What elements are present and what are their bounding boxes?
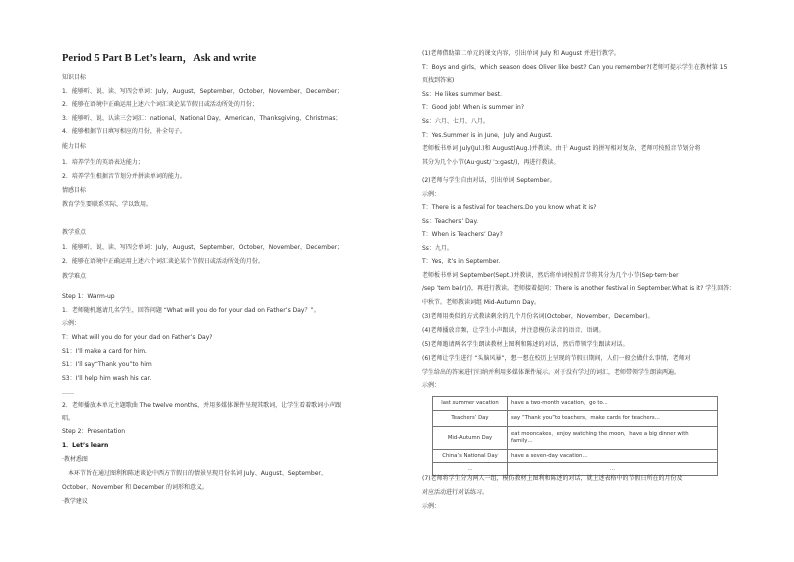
text-line: 老师板书单词 July(Jul.)和 August(Aug.)并教读。由于 August 的拼写相对复杂，老师可按照音节划分将 [422, 145, 701, 152]
table-row [433, 450, 718, 463]
text-line: T：What will you do for your dad on Father’s Day? [62, 334, 213, 341]
text-line: 1．老师随机邀请几名学生，回答问题 “What will you do for your dad on Father’s Day？”。 [62, 307, 320, 314]
table-cell: have a seven-day vacation… [508, 450, 718, 463]
text-line: 教育学生要联系实际，学以致用。 [62, 201, 153, 208]
text-line: ·教材悉图 [62, 456, 88, 463]
text-line: 对应活动进行对话练习。 [422, 489, 489, 496]
text-line: S3：I’ll help him wash his car. [62, 375, 152, 382]
text-line: Ss：六月、七月、八月。 [422, 118, 489, 125]
text-line: Ss：Teachers’ Day. [422, 218, 479, 225]
text-line: T：Boys and girls，which season does Oliver like best? Can you remember?(老师可提示学生在教材第 15 [422, 64, 728, 71]
table-cell: China’s National Day [433, 450, 508, 463]
heading-knowledge-goals: 知识目标 [62, 74, 87, 81]
text-line: …… [62, 389, 74, 396]
step-heading: Step 1：Warm-up [62, 293, 115, 300]
table-row [433, 397, 718, 411]
text-line: (5)老师邀请两名学生朗读教材上图利和陈述的对话，然后带领学生跟读对话。 [422, 341, 629, 348]
text-line: 1．能够听、说、读、写四会单词：July，August，September，October，November，December； [62, 88, 344, 95]
text-line: 本环节旨在通过图利和陈述谈论中西方节假日的情景呈现月份名词 July、August、September、 [68, 470, 327, 477]
text-line: S1：I’ll say“Thank you”to him [62, 361, 152, 368]
table-cell: have a two-month vacation，go to... [508, 397, 718, 411]
text-line: S1：I’ll make a card for him. [62, 348, 147, 355]
text-line: T：Yes.Summer is in June，July and August. [422, 132, 553, 139]
text-line: 示例： [422, 503, 441, 510]
text-line: 唱。 [62, 415, 75, 422]
text-line: 1．培养学生的英语表达能力； [62, 159, 144, 166]
step-heading: Step 2：Presentation [62, 428, 126, 435]
holiday-activities-table [432, 396, 718, 476]
text-line: (4)老师播放音频，让学生小声跟读，并注意模仿录音的语音、语调。 [422, 327, 605, 334]
text-line: T：When is Teachers’ Day? [422, 231, 503, 238]
table-cell: … [508, 463, 718, 476]
text-line: 3．能够听、说、认读三会词汇：national，National Day，American，Thanksgiving，Christmas； [62, 115, 342, 122]
text-line: Ss：He likes summer best. [422, 91, 502, 98]
text-line: /sep ˈtem bə(r)/)，再进行教读。老师接着提问：There is another festival in September.What is it? 学生回答： [422, 285, 736, 292]
text-line: 2．能够在语境中正确运用上述六个词汇谈论某节假日或活动所处的月份； [62, 101, 258, 108]
lesson-title: Period 5 Part B Let’s learn，Ask and write [62, 53, 257, 64]
text-line: 中秋节。老师教读词组 Mid-Autumn Day。 [422, 299, 541, 306]
text-line: 示例： [422, 382, 441, 389]
text-line: 2．培养学生根据音节划分并拼读单词的能力。 [62, 173, 186, 180]
text-line: (3)老师用类似的方式教读剩余的几个月份名词(October，November，December)。 [422, 313, 654, 320]
text-line: (7)老师将学生分为两人一组，模仿教材上图利和陈述的对话，就上述表格中的节假日所在的月份及 [422, 475, 683, 482]
table-cell: Teachers’ Day [433, 411, 508, 427]
heading-emotion-goals: 情感目标 [62, 187, 87, 194]
table-cell-line: family… [511, 438, 533, 444]
text-line: 示例： [422, 191, 441, 198]
table-cell-line: eat mooncakes，enjoy watching the moon，have a big dinner with [511, 431, 689, 437]
text-line: (6)老师让学生进行 “头脑风暴”，想一想在校历上呈现的节假日期间，人们一般会做什么事情，老师对 [422, 355, 691, 362]
text-line: 2．能够在语境中正确运用上述六个词汇谈论某个节假日或活动所处的月份。 [62, 258, 264, 265]
text-line: ·教学建议 [62, 498, 88, 505]
section-heading: 1．Let’s learn [62, 442, 109, 449]
text-line: 学生给出的答案进行归纳并利用多媒体课件展示。对于没有学过的词汇，老师带领学生朗读两遍。 [422, 369, 681, 376]
text-line: 其分为几个小节(Au·gust/ ˈɔːgəst/)，再进行教读。 [422, 159, 560, 166]
heading-ability-goals: 能力目标 [62, 143, 87, 150]
text-line: (1)老师借助第二单元的课文内容，引出单词 July 和 August 并进行教学。 [422, 50, 620, 57]
text-line: 1．能够听、说、读、写四会单词：July，August，September，October，November，December； [62, 244, 344, 251]
text-line: (2)老师与学生自由对话，引出单词 September。 [422, 177, 556, 184]
text-line: 4．能够根据节日填写相应的月份，补全句子。 [62, 128, 186, 135]
text-line: 示例： [62, 320, 81, 327]
heading-difficulties: 教学难点 [62, 273, 87, 280]
table-cell: say “Thank you”to teachers，make cards for teachers… [508, 411, 718, 427]
text-line: 2．老师播放本单元主题歌曲 The twelve months，并用多媒体课件呈现其歌词，让学生看着歌词小声跟 [62, 402, 342, 409]
table-cell: … [433, 463, 508, 476]
table-row [433, 427, 718, 450]
text-line: October、November 和 December 的词形和意义。 [62, 484, 209, 491]
heading-key-points: 教学重点 [62, 229, 87, 236]
table-cell [508, 427, 718, 450]
text-line: Ss：九月。 [422, 245, 453, 252]
table-cell: Mid-Autumn Day [433, 427, 508, 450]
text-line: 老师板书单词 September(Sept.)并教读，然后将单词按照音节将其分为几个小节(Sep·tem·ber [422, 272, 679, 279]
table-row [433, 463, 718, 476]
table-row [433, 411, 718, 427]
text-line: 页找到答案) [422, 77, 455, 84]
text-line: T：Good job! When is summer in? [422, 104, 525, 111]
table-cell: last summer vacation [433, 397, 508, 411]
text-line: T：There is a festival for teachers.Do you know what it is? [422, 204, 597, 211]
text-line: T：Yes，it’s in September. [422, 258, 501, 265]
